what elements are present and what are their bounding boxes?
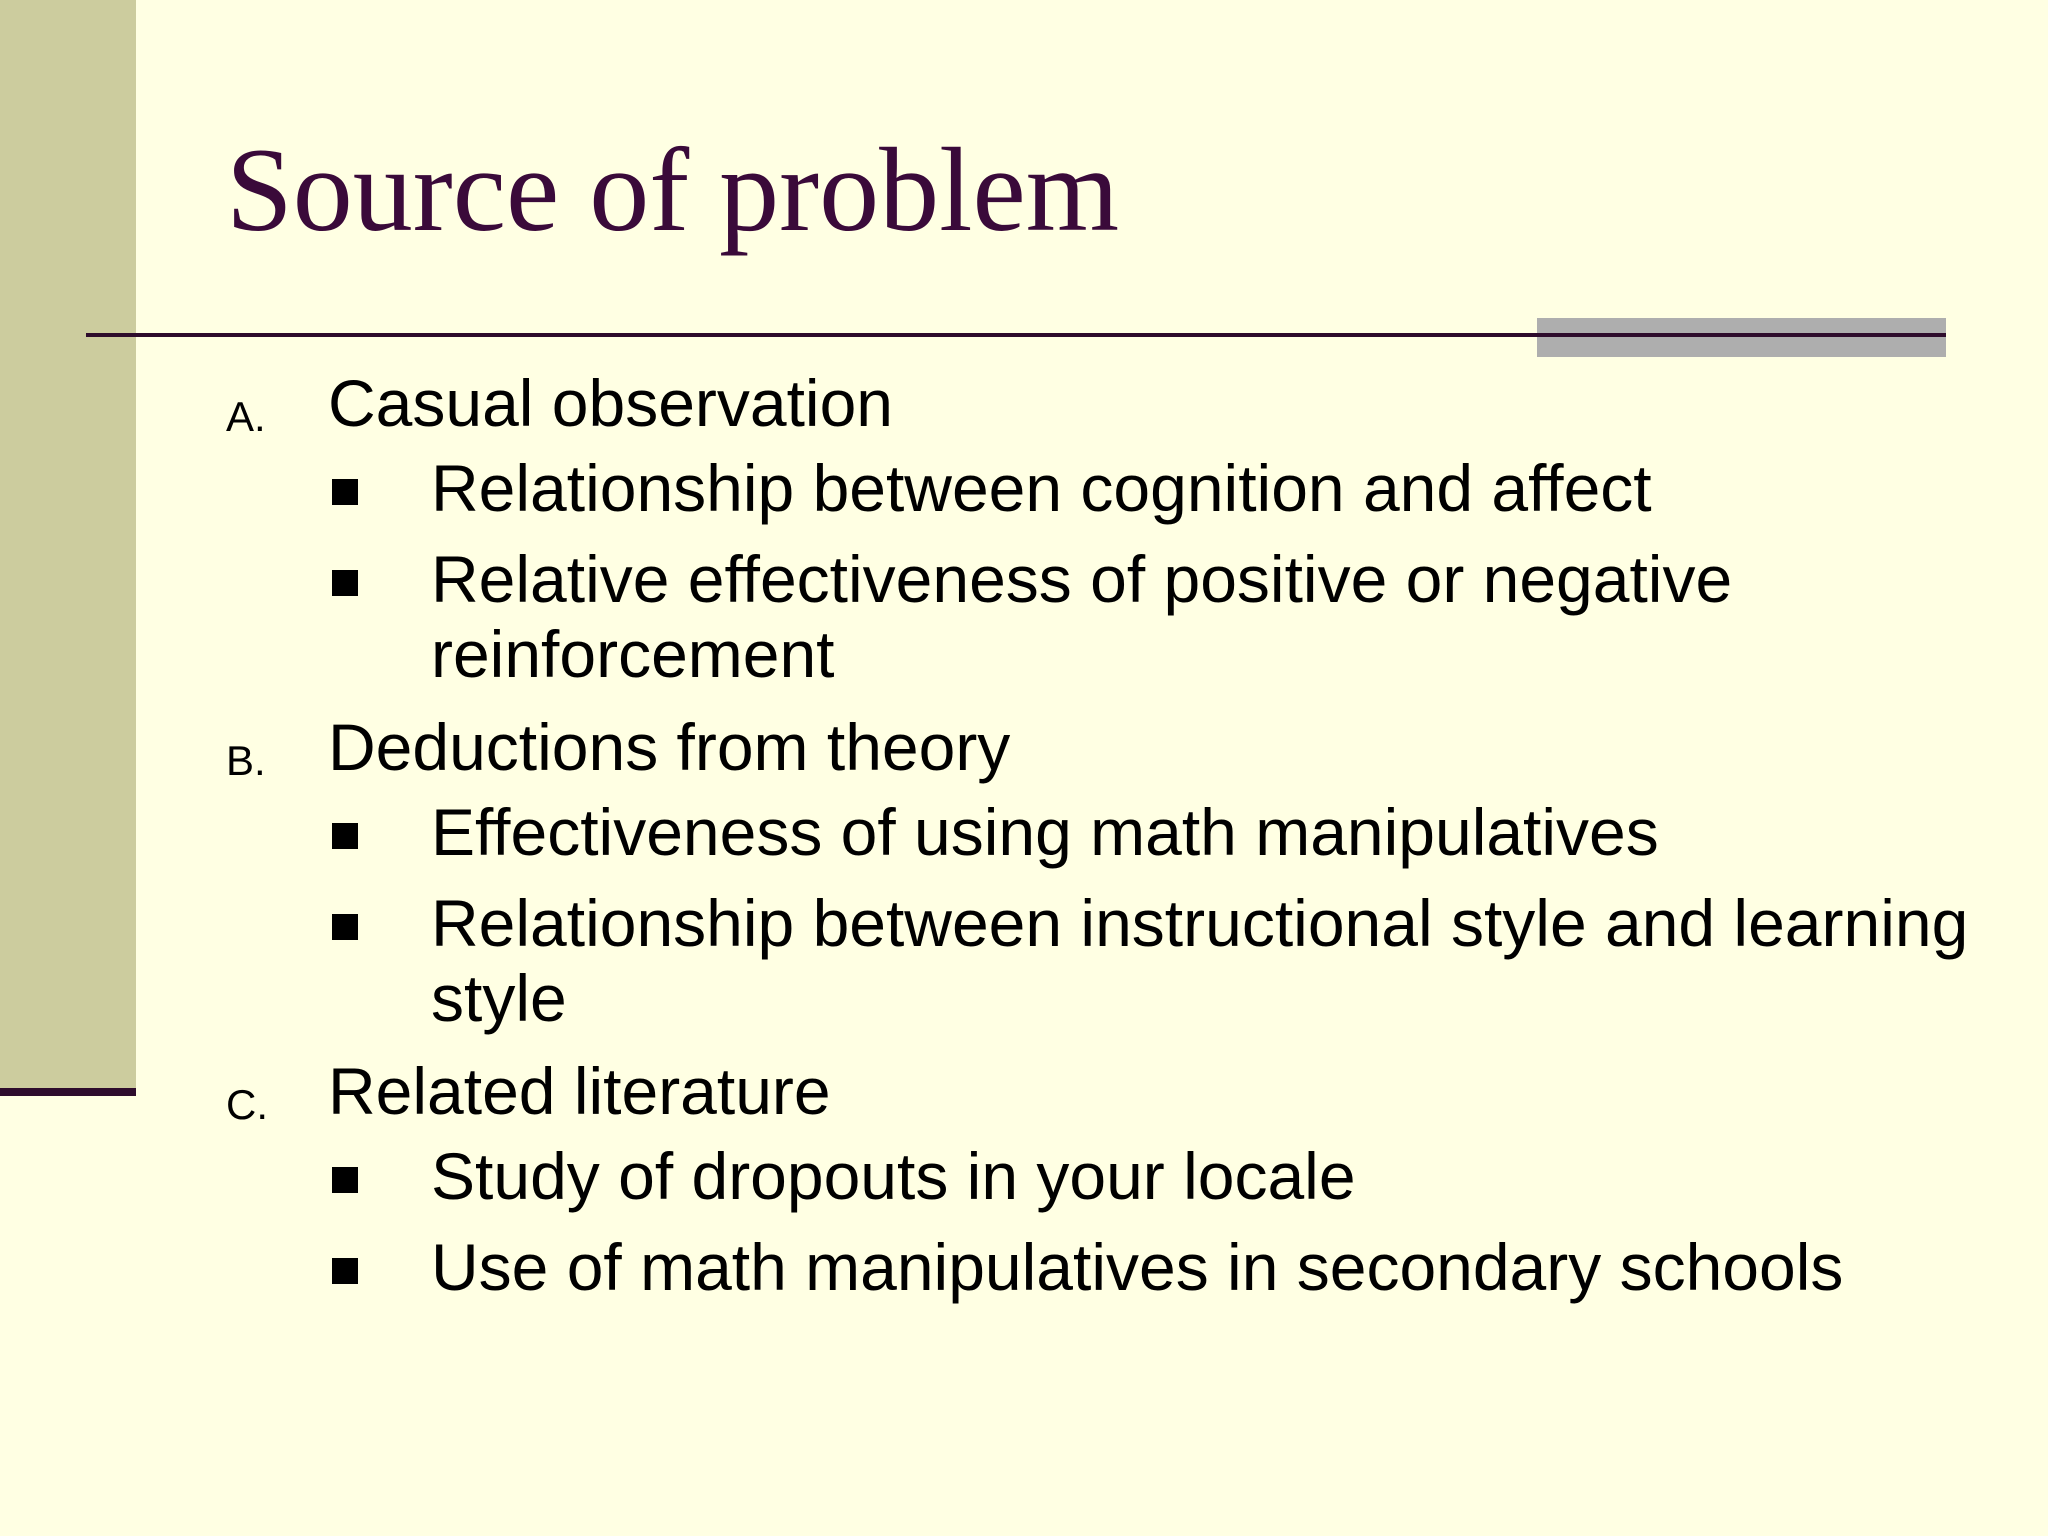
bullet-text: Study of dropouts in your locale bbox=[431, 1139, 1356, 1213]
list-item bbox=[226, 1139, 2006, 1230]
bullet-text: Use of math manipulatives in secondary schools bbox=[431, 1230, 1844, 1304]
outline-item-c bbox=[226, 1052, 2006, 1139]
square-bullet-icon bbox=[332, 479, 358, 505]
square-bullet-icon bbox=[332, 1258, 358, 1284]
title-accent-bar bbox=[1537, 318, 1946, 357]
outline-marker: A. bbox=[226, 393, 266, 440]
outline-item-a bbox=[226, 364, 2006, 451]
square-bullet-icon bbox=[332, 570, 358, 596]
bullet-text: Relative effectiveness of positive or negative reinforcement bbox=[431, 542, 1733, 691]
list-item bbox=[226, 1230, 2006, 1321]
bullet-text: Effectiveness of using math manipulatives bbox=[431, 795, 1659, 869]
square-bullet-icon bbox=[332, 914, 358, 940]
left-band-underline bbox=[0, 1088, 136, 1096]
outline-heading: Casual observation bbox=[328, 366, 893, 440]
left-decorative-band bbox=[0, 0, 136, 1088]
outline-heading: Deductions from theory bbox=[328, 710, 1011, 784]
list-item bbox=[226, 795, 2006, 886]
outline-item-b bbox=[226, 708, 2006, 795]
slide-title: Source of problem bbox=[226, 123, 1120, 256]
title-divider-line bbox=[86, 333, 1946, 337]
list-item bbox=[226, 886, 2006, 1052]
list-item bbox=[226, 542, 2006, 708]
outline-marker: B. bbox=[226, 737, 266, 784]
outline-marker: C. bbox=[226, 1081, 268, 1128]
square-bullet-icon bbox=[332, 1167, 358, 1193]
square-bullet-icon bbox=[332, 823, 358, 849]
bullet-text: Relationship between cognition and affect bbox=[431, 451, 1652, 525]
outline-heading: Related literature bbox=[328, 1054, 831, 1128]
list-item bbox=[226, 451, 2006, 542]
bullet-text: Relationship between instructional style and learning style bbox=[431, 886, 1969, 1035]
slide-body bbox=[226, 364, 2006, 1321]
